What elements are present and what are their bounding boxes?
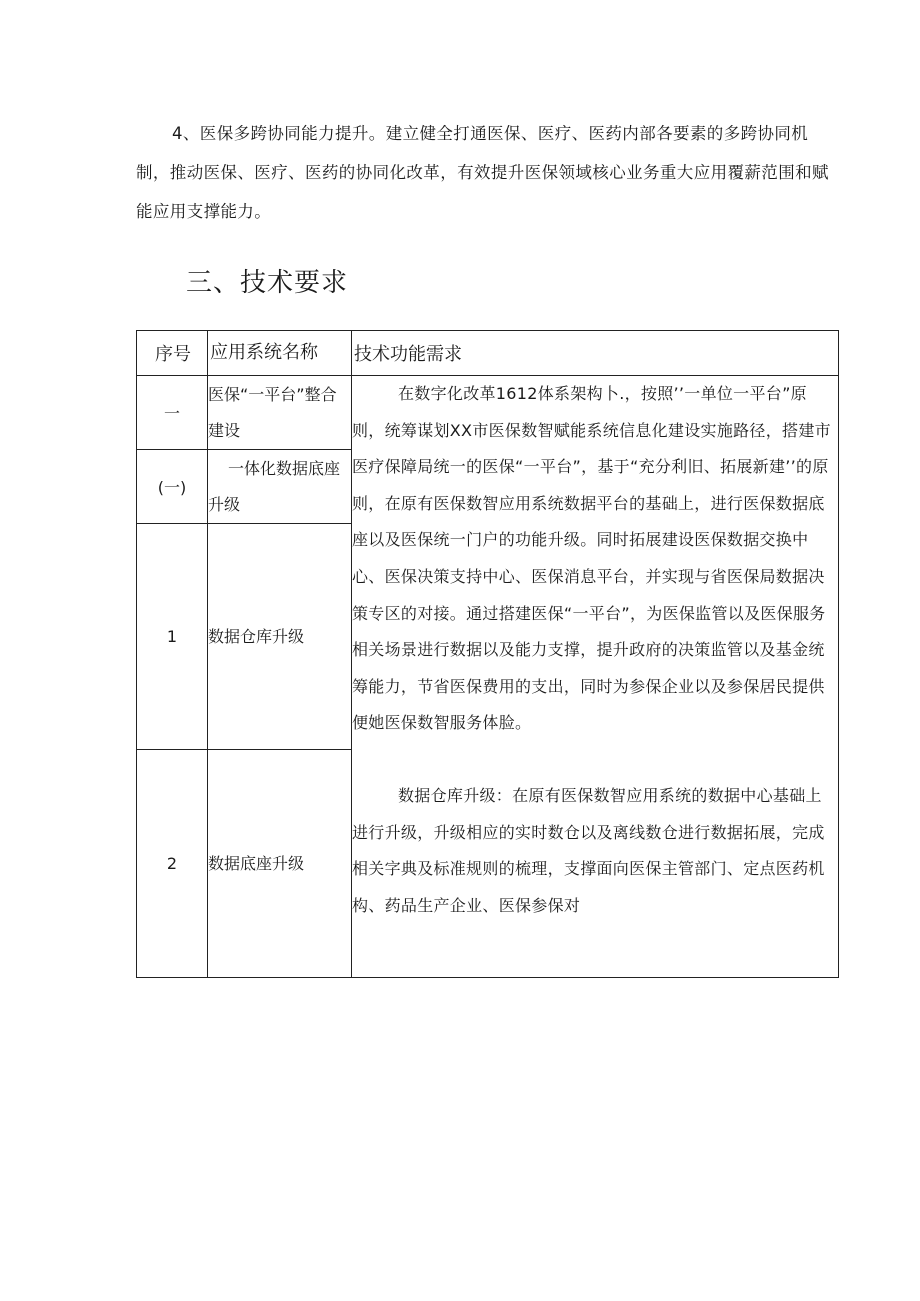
- requirements-table: [136, 330, 839, 978]
- requirements-description: [352, 376, 839, 978]
- body-paragraph: 4、医保多跨协同能力提升。建立健全打通医保、医疗、医药内部各要素的多跨协同机制，推动医保、医疗、医药的协同化改革，有效提升医保领域核心业务重大应用覆薪范围和赋能应用支撑能力。: [136, 124, 829, 221]
- header-no: 序号: [137, 331, 208, 376]
- row-no: 2: [137, 750, 208, 978]
- header-requirements: 技术功能需求: [352, 331, 839, 376]
- table-row: [137, 376, 839, 450]
- section-heading: 三、技术要求: [186, 268, 349, 298]
- header-system-name: 应用系统名称: [208, 331, 352, 376]
- row-system-name: 数据仓库升级: [208, 524, 352, 750]
- row-no: 一: [137, 376, 208, 450]
- table-header-row: [137, 331, 839, 376]
- description-paragraph-2: 数据仓库升级：在原有医保数智应用系统的数据中心基础上进行升级，升级相应的实时数仓以及离线数仓进行数据拓展，完成相关字典及标准规则的梳理，支撑面向医保主管部门、定点医药机构、药品生产企业、医保参保对: [352, 785, 825, 915]
- description-paragraph-1: 在数字化改革1612体系架构卜.，按照’’一单位一平台”原则，统筹谋划XX市医保数智赋能系统信息化建设实施路径，搭建市医疗保障局统一的医保“一平台”，基于“充分利旧、拓展新建’’的原则，在原有医保数智应用系统数据平台的基础上，进行医保数据底座以及医保统一门户的功能升级。同时拓展建设医保数据交换中心、医保决策支持中心、医保消息平台，并实现与省医保局数据决策专区的对接。通过搭建医保“一平台”，为医保监管以及医保服务相关场景进行数据以及能力支撑，提升政府的决策监管以及基金统筹能力，节省医保费用的支出，同时为参保企业以及参保居民提供便她医保数智服务体脸。: [352, 384, 831, 733]
- row-system-name: 一体化数据底座升级: [208, 450, 352, 524]
- row-no: 1: [137, 524, 208, 750]
- row-no: (一): [137, 450, 208, 524]
- row-system-name: 医保“一平台”整合建设: [208, 376, 352, 450]
- row-system-name: 数据底座升级: [208, 750, 352, 978]
